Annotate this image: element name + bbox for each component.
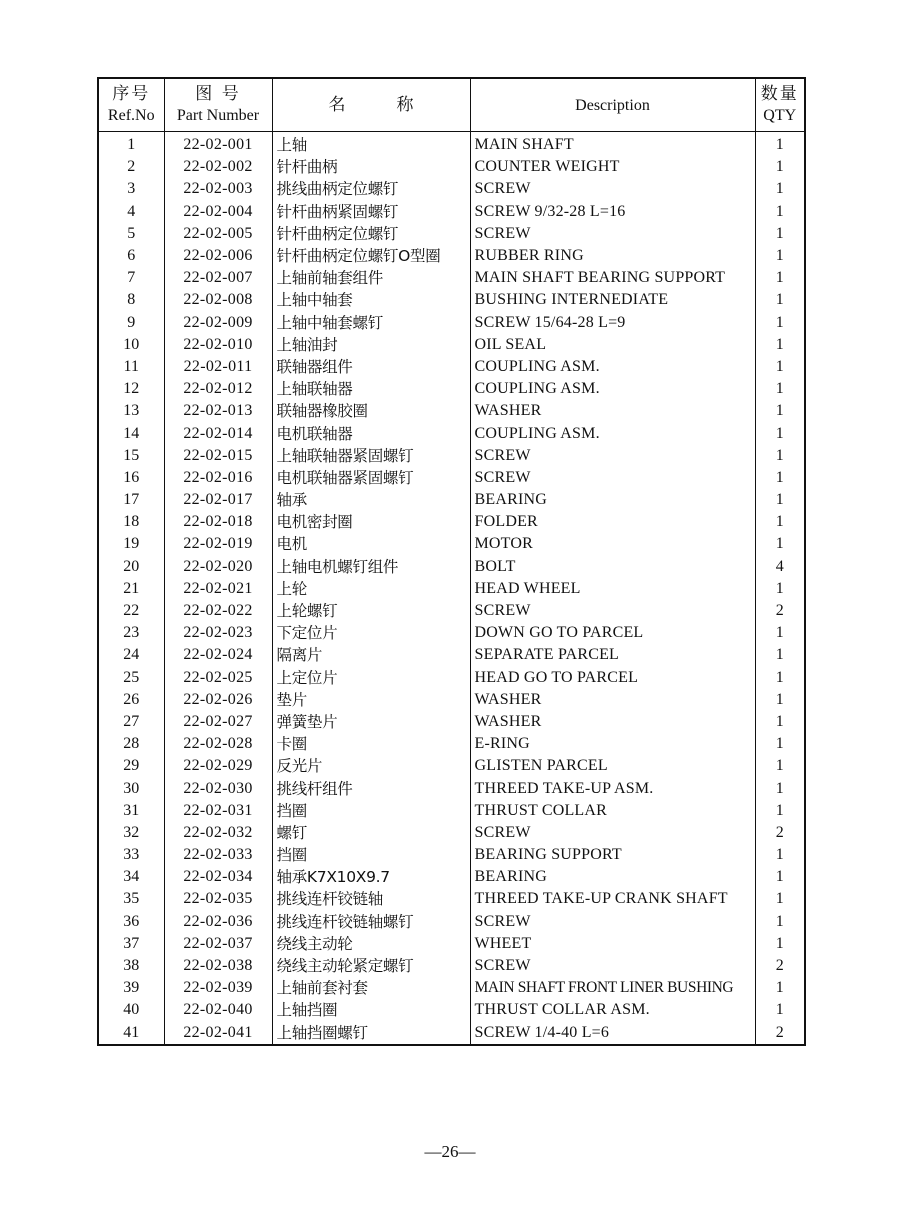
part-name-cell: 针杆曲柄紧固螺钉 <box>272 201 470 223</box>
ref-no-cell: 40 <box>98 999 164 1021</box>
qty-cell: 2 <box>755 600 805 622</box>
part-name-cell: 联轴器组件 <box>272 356 470 378</box>
table-row <box>98 511 805 533</box>
part-number-cell: 22-02-023 <box>164 622 272 644</box>
header-name-zh: 名 称 <box>328 94 414 115</box>
table-row <box>98 578 805 600</box>
header-qty <box>755 78 805 132</box>
table-row <box>98 777 805 799</box>
part-name-cell: 电机联轴器紧固螺钉 <box>272 467 470 489</box>
qty-cell: 1 <box>755 622 805 644</box>
description-cell: BUSHING INTERNEDIATE <box>470 289 755 311</box>
table-row <box>98 977 805 999</box>
qty-cell: 1 <box>755 578 805 600</box>
ref-no-cell: 26 <box>98 689 164 711</box>
description-cell: SCREW <box>470 445 755 467</box>
part-name-cell: 垫片 <box>272 689 470 711</box>
qty-cell: 1 <box>755 334 805 356</box>
qty-cell: 1 <box>755 467 805 489</box>
description-cell: HEAD GO TO PARCEL <box>470 667 755 689</box>
table-row <box>98 955 805 977</box>
qty-cell: 1 <box>755 689 805 711</box>
part-name-cell: 挡圈 <box>272 844 470 866</box>
page-number: —26— <box>424 1142 476 1161</box>
part-number-cell: 22-02-028 <box>164 733 272 755</box>
part-number-cell: 22-02-004 <box>164 201 272 223</box>
table-header-row <box>98 78 805 132</box>
part-name-cell: 绕线主动轮紧定螺钉 <box>272 955 470 977</box>
table-row <box>98 755 805 777</box>
ref-no-cell: 17 <box>98 489 164 511</box>
ref-no-cell: 28 <box>98 733 164 755</box>
description-cell: SCREW <box>470 178 755 200</box>
part-number-cell: 22-02-024 <box>164 644 272 666</box>
description-cell: THRUST COLLAR <box>470 800 755 822</box>
ref-no-cell: 12 <box>98 378 164 400</box>
ref-no-cell: 13 <box>98 400 164 422</box>
description-cell: E-RING <box>470 733 755 755</box>
header-ref-zh: 序号 <box>112 84 151 104</box>
qty-cell: 1 <box>755 267 805 289</box>
description-cell: RUBBER RING <box>470 245 755 267</box>
header-description-label: Description <box>575 96 650 114</box>
part-number-cell: 22-02-034 <box>164 866 272 888</box>
part-number-cell: 22-02-032 <box>164 822 272 844</box>
description-cell: HEAD WHEEL <box>470 578 755 600</box>
table-row <box>98 622 805 644</box>
part-number-cell: 22-02-006 <box>164 245 272 267</box>
header-part-en: Part Number <box>176 107 260 124</box>
table-row <box>98 223 805 245</box>
description-cell: THREED TAKE-UP ASM. <box>470 777 755 799</box>
table-row <box>98 378 805 400</box>
ref-no-cell: 3 <box>98 178 164 200</box>
part-name-cell: 上轴中轴套 <box>272 289 470 311</box>
part-name-cell: 下定位片 <box>272 622 470 644</box>
part-number-cell: 22-02-037 <box>164 933 272 955</box>
part-name-cell: 针杆曲柄定位螺钉 <box>272 223 470 245</box>
part-number-cell: 22-02-008 <box>164 289 272 311</box>
table-row <box>98 644 805 666</box>
part-name-cell: 电机 <box>272 533 470 555</box>
qty-cell: 1 <box>755 201 805 223</box>
table-row <box>98 312 805 334</box>
table-row <box>98 156 805 178</box>
description-cell: SEPARATE PARCEL <box>470 644 755 666</box>
table-row <box>98 933 805 955</box>
ref-no-cell: 14 <box>98 422 164 444</box>
qty-cell: 1 <box>755 489 805 511</box>
part-number-cell: 22-02-038 <box>164 955 272 977</box>
ref-no-cell: 23 <box>98 622 164 644</box>
qty-cell: 1 <box>755 755 805 777</box>
table-row <box>98 800 805 822</box>
description-cell: THREED TAKE-UP CRANK SHAFT <box>470 888 755 910</box>
description-cell: SCREW <box>470 467 755 489</box>
empty-cell <box>272 1044 470 1045</box>
part-number-cell: 22-02-031 <box>164 800 272 822</box>
qty-cell: 1 <box>755 711 805 733</box>
qty-cell: 2 <box>755 822 805 844</box>
ref-no-cell: 37 <box>98 933 164 955</box>
qty-cell: 1 <box>755 156 805 178</box>
part-name-cell: 针杆曲柄 <box>272 156 470 178</box>
table-row <box>98 888 805 910</box>
part-name-cell: 上轴前轴套组件 <box>272 267 470 289</box>
ref-no-cell: 30 <box>98 777 164 799</box>
header-ref-en: Ref.No <box>107 107 155 124</box>
description-cell: SCREW 15/64-28 L=9 <box>470 312 755 334</box>
description-cell: WASHER <box>470 711 755 733</box>
description-cell: SCREW <box>470 600 755 622</box>
description-cell: MAIN SHAFT BEARING SUPPORT <box>470 267 755 289</box>
part-number-cell: 22-02-016 <box>164 467 272 489</box>
part-name-cell: 上定位片 <box>272 667 470 689</box>
part-number-cell: 22-02-017 <box>164 489 272 511</box>
table-row <box>98 356 805 378</box>
table-row <box>98 201 805 223</box>
description-cell: SCREW <box>470 911 755 933</box>
table-row <box>98 533 805 555</box>
description-cell: MAIN SHAFT FRONT LINER BUSHING <box>470 977 755 999</box>
ref-no-cell: 7 <box>98 267 164 289</box>
ref-no-cell: 33 <box>98 844 164 866</box>
part-number-cell: 22-02-015 <box>164 445 272 467</box>
table-row <box>98 556 805 578</box>
table-row <box>98 400 805 422</box>
qty-cell: 1 <box>755 533 805 555</box>
ref-no-cell: 9 <box>98 312 164 334</box>
part-name-cell: 上轴中轴套螺钉 <box>272 312 470 334</box>
ref-no-cell: 11 <box>98 356 164 378</box>
part-number-cell: 22-02-035 <box>164 888 272 910</box>
empty-cell <box>98 1044 164 1045</box>
part-number-cell: 22-02-040 <box>164 999 272 1021</box>
ref-no-cell: 6 <box>98 245 164 267</box>
part-name-cell: 挑线杆组件 <box>272 777 470 799</box>
description-cell: COUPLING ASM. <box>470 422 755 444</box>
qty-cell: 2 <box>755 1022 805 1044</box>
description-cell: COUPLING ASM. <box>470 356 755 378</box>
part-number-cell: 22-02-012 <box>164 378 272 400</box>
part-name-cell: 轴承 <box>272 489 470 511</box>
header-part-zh: 图 号 <box>195 84 241 104</box>
qty-cell: 1 <box>755 223 805 245</box>
table-row <box>98 999 805 1021</box>
part-name-cell: 上轴联轴器 <box>272 378 470 400</box>
ref-no-cell: 38 <box>98 955 164 977</box>
ref-no-cell: 15 <box>98 445 164 467</box>
ref-no-cell: 27 <box>98 711 164 733</box>
part-number-cell: 22-02-018 <box>164 511 272 533</box>
qty-cell: 1 <box>755 777 805 799</box>
empty-cell <box>470 1044 755 1045</box>
description-cell: WASHER <box>470 400 755 422</box>
part-number-cell: 22-02-036 <box>164 911 272 933</box>
description-cell: BEARING SUPPORT <box>470 844 755 866</box>
part-name-cell: 上轴 <box>272 132 470 157</box>
part-number-cell: 22-02-026 <box>164 689 272 711</box>
ref-no-cell: 35 <box>98 888 164 910</box>
part-name-cell: 针杆曲柄定位螺钉O型圈 <box>272 245 470 267</box>
part-number-cell: 22-02-019 <box>164 533 272 555</box>
part-name-cell: 电机密封圈 <box>272 511 470 533</box>
part-number-cell: 22-02-027 <box>164 711 272 733</box>
qty-cell: 1 <box>755 866 805 888</box>
qty-cell: 1 <box>755 800 805 822</box>
qty-cell: 1 <box>755 733 805 755</box>
ref-no-cell: 2 <box>98 156 164 178</box>
part-name-cell: 反光片 <box>272 755 470 777</box>
parts-list-body <box>98 132 805 1045</box>
qty-cell: 1 <box>755 667 805 689</box>
qty-cell: 1 <box>755 644 805 666</box>
part-name-cell: 上轴联轴器紧固螺钉 <box>272 445 470 467</box>
description-cell: FOLDER <box>470 511 755 533</box>
description-cell: COUPLING ASM. <box>470 378 755 400</box>
ref-no-cell: 21 <box>98 578 164 600</box>
table-row <box>98 844 805 866</box>
ref-no-cell: 22 <box>98 600 164 622</box>
header-description <box>470 78 755 132</box>
part-number-cell: 22-02-030 <box>164 777 272 799</box>
part-name-cell: 上轴油封 <box>272 334 470 356</box>
description-cell: WASHER <box>470 689 755 711</box>
qty-cell: 1 <box>755 312 805 334</box>
table-row <box>98 289 805 311</box>
part-name-cell: 联轴器橡胶圈 <box>272 400 470 422</box>
qty-cell: 1 <box>755 999 805 1021</box>
part-number-cell: 22-02-005 <box>164 223 272 245</box>
table-row <box>98 445 805 467</box>
table-row <box>98 822 805 844</box>
ref-no-cell: 29 <box>98 755 164 777</box>
part-number-cell: 22-02-020 <box>164 556 272 578</box>
qty-cell: 1 <box>755 422 805 444</box>
part-number-cell: 22-02-011 <box>164 356 272 378</box>
ref-no-cell: 16 <box>98 467 164 489</box>
description-cell: SCREW 9/32-28 L=16 <box>470 201 755 223</box>
part-name-cell: 弹簧垫片 <box>272 711 470 733</box>
description-cell: BOLT <box>470 556 755 578</box>
qty-cell: 1 <box>755 245 805 267</box>
part-number-cell: 22-02-013 <box>164 400 272 422</box>
description-cell: BEARING <box>470 489 755 511</box>
part-name-cell: 挑线连杆铰链轴螺钉 <box>272 911 470 933</box>
description-cell: COUNTER WEIGHT <box>470 156 755 178</box>
part-name-cell: 挑线曲柄定位螺钉 <box>272 178 470 200</box>
ref-no-cell: 34 <box>98 866 164 888</box>
table-row <box>98 267 805 289</box>
part-name-cell: 螺钉 <box>272 822 470 844</box>
qty-cell: 1 <box>755 289 805 311</box>
qty-cell: 1 <box>755 132 805 157</box>
part-number-cell: 22-02-010 <box>164 334 272 356</box>
table-row <box>98 334 805 356</box>
part-number-cell: 22-02-014 <box>164 422 272 444</box>
part-number-cell: 22-02-001 <box>164 132 272 157</box>
part-number-cell: 22-02-039 <box>164 977 272 999</box>
ref-no-cell: 4 <box>98 201 164 223</box>
table-row <box>98 600 805 622</box>
description-cell: SCREW <box>470 822 755 844</box>
table-row <box>98 667 805 689</box>
part-number-cell: 22-02-033 <box>164 844 272 866</box>
qty-cell: 1 <box>755 356 805 378</box>
empty-filler-row <box>98 1044 805 1045</box>
description-cell: SCREW <box>470 955 755 977</box>
ref-no-cell: 18 <box>98 511 164 533</box>
part-number-cell: 22-02-041 <box>164 1022 272 1044</box>
description-cell: SCREW <box>470 223 755 245</box>
part-number-cell: 22-02-029 <box>164 755 272 777</box>
description-cell: SCREW 1/4-40 L=6 <box>470 1022 755 1044</box>
ref-no-cell: 36 <box>98 911 164 933</box>
part-number-cell: 22-02-021 <box>164 578 272 600</box>
description-cell: MAIN SHAFT <box>470 132 755 157</box>
header-qty-zh: 数量 <box>760 84 799 104</box>
qty-cell: 1 <box>755 400 805 422</box>
ref-no-cell: 32 <box>98 822 164 844</box>
part-name-cell: 上轴挡圈螺钉 <box>272 1022 470 1044</box>
description-cell: MOTOR <box>470 533 755 555</box>
ref-no-cell: 10 <box>98 334 164 356</box>
ref-no-cell: 39 <box>98 977 164 999</box>
qty-cell: 1 <box>755 378 805 400</box>
empty-cell <box>164 1044 272 1045</box>
qty-cell: 2 <box>755 955 805 977</box>
ref-no-cell: 31 <box>98 800 164 822</box>
table-row <box>98 733 805 755</box>
table-row <box>98 489 805 511</box>
header-ref-no <box>98 78 164 132</box>
ref-no-cell: 19 <box>98 533 164 555</box>
qty-cell: 1 <box>755 445 805 467</box>
qty-cell: 1 <box>755 844 805 866</box>
empty-cell <box>755 1044 805 1045</box>
part-name-cell: 卡圈 <box>272 733 470 755</box>
part-name-cell: 隔离片 <box>272 644 470 666</box>
part-number-cell: 22-02-022 <box>164 600 272 622</box>
table-row <box>98 422 805 444</box>
part-number-cell: 22-02-003 <box>164 178 272 200</box>
part-name-cell: 挡圈 <box>272 800 470 822</box>
description-cell: BEARING <box>470 866 755 888</box>
description-cell: OIL SEAL <box>470 334 755 356</box>
part-name-cell: 上轴前套衬套 <box>272 977 470 999</box>
header-part-number <box>164 78 272 132</box>
description-cell: WHEET <box>470 933 755 955</box>
ref-no-cell: 41 <box>98 1022 164 1044</box>
description-cell: GLISTEN PARCEL <box>470 755 755 777</box>
part-name-cell: 上轮螺钉 <box>272 600 470 622</box>
ref-no-cell: 25 <box>98 667 164 689</box>
table-row <box>98 132 805 157</box>
ref-no-cell: 8 <box>98 289 164 311</box>
part-number-cell: 22-02-002 <box>164 156 272 178</box>
part-name-cell: 上轴电机螺钉组件 <box>272 556 470 578</box>
qty-cell: 1 <box>755 888 805 910</box>
description-cell: DOWN GO TO PARCEL <box>470 622 755 644</box>
description-cell: THRUST COLLAR ASM. <box>470 999 755 1021</box>
qty-cell: 4 <box>755 556 805 578</box>
table-row <box>98 178 805 200</box>
table-row <box>98 711 805 733</box>
part-name-cell: 绕线主动轮 <box>272 933 470 955</box>
table-row <box>98 1022 805 1044</box>
ref-no-cell: 20 <box>98 556 164 578</box>
part-name-cell: 上轮 <box>272 578 470 600</box>
table-row <box>98 245 805 267</box>
part-name-cell: 轴承K7X10X9.7 <box>272 866 470 888</box>
ref-no-cell: 5 <box>98 223 164 245</box>
qty-cell: 1 <box>755 933 805 955</box>
part-number-cell: 22-02-009 <box>164 312 272 334</box>
ref-no-cell: 1 <box>98 132 164 157</box>
part-number-cell: 22-02-025 <box>164 667 272 689</box>
part-name-cell: 挑线连杆铰链轴 <box>272 888 470 910</box>
header-qty-en: QTY <box>763 107 797 124</box>
part-name-cell: 上轴挡圈 <box>272 999 470 1021</box>
parts-list-table <box>97 77 806 1046</box>
qty-cell: 1 <box>755 977 805 999</box>
table-row <box>98 911 805 933</box>
qty-cell: 1 <box>755 178 805 200</box>
header-name <box>272 78 470 132</box>
part-number-cell: 22-02-007 <box>164 267 272 289</box>
part-name-cell: 电机联轴器 <box>272 422 470 444</box>
table-row <box>98 689 805 711</box>
ref-no-cell: 24 <box>98 644 164 666</box>
qty-cell: 1 <box>755 511 805 533</box>
table-row <box>98 866 805 888</box>
table-row <box>98 467 805 489</box>
qty-cell: 1 <box>755 911 805 933</box>
